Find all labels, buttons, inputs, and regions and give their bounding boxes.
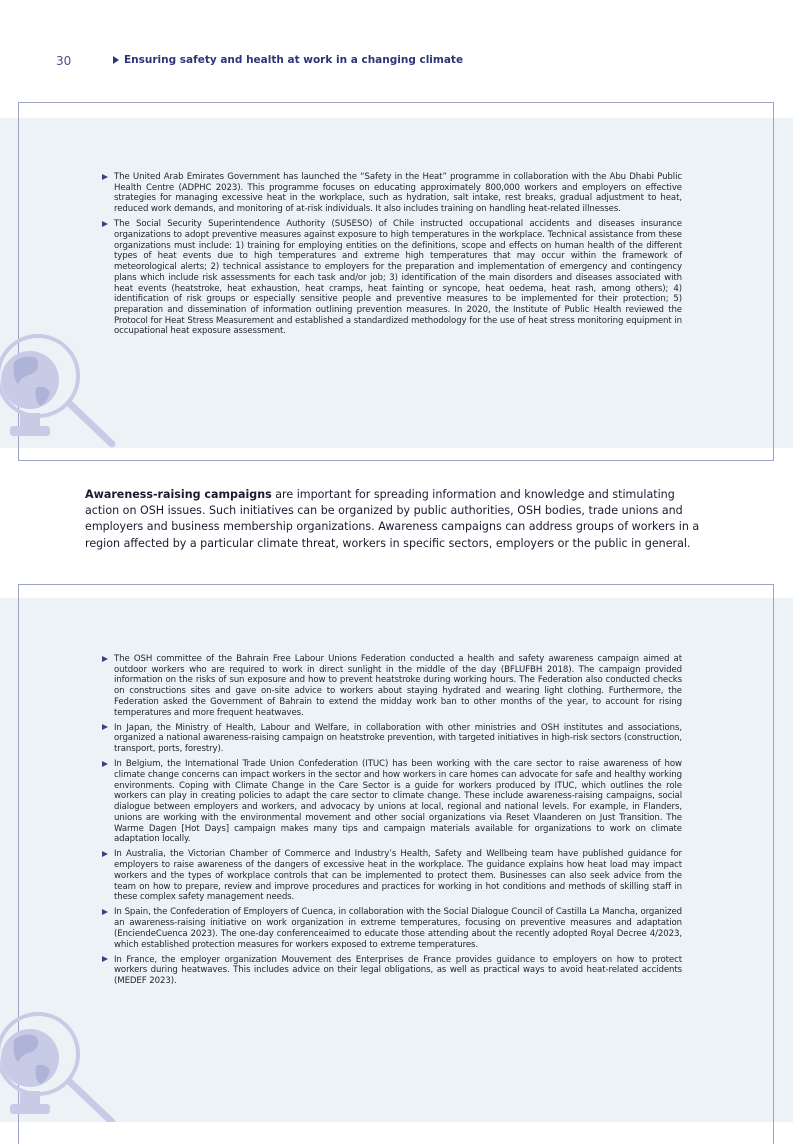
body-paragraph bbox=[85, 487, 709, 552]
triangle-bullet-icon bbox=[113, 56, 119, 64]
running-header bbox=[113, 54, 463, 66]
triangle-bullet-icon bbox=[102, 909, 108, 915]
paragraph-text: are important for spreading information and knowledge and stimulating action on OSH issues. Such initiatives can be organized by public authorities, OSH bodies, trade unions and employers and business membership organizations. Awareness campaigns can address groups of workers in a region affected by a particular climate threat, workers in specific sectors, employers or the public in general. bbox=[85, 488, 700, 550]
list-item: The United Arab Emirates Government has launched the “Safety in the Heat” programme in collaboration with the Abu Dhabi Public Health Centre (ADPHC 2023). This programme focuses on educating approximately 800,000 workers and employers on effective strategies for managing excessive heat in the workplace, such as hydration, salt intake, rest breaks, gradual adjustment to heat, reduced work demands, and monitoring of at-risk individuals. It also includes training on handling heat-related illnesses. bbox=[102, 172, 682, 215]
list-item: In Belgium, the International Trade Union Confederation (ITUC) has been working with the care sector to raise awareness of how climate change concerns can impact workers in the sector and how workers in care homes can advocate for safe and healthy working environments. Coping with Climate Change in the Care Sector is a guide for workers produced by ITUC, which outlines the role workers can play in creating policies to adapt the care sector to climate change. These include awareness-raising campaigns, social dialogue between employers and workers, and advocacy by unions at local, regional and national levels. For example, in Flanders, unions are working with the environmental movement and other social organizations via Reset Vlaanderen on Just Transition. The Warme Dagen [Hot Days] campaign makes many tips and campaign materials available for organizations to work on climate adaptation locally. bbox=[102, 759, 682, 845]
running-header-title: Ensuring safety and health at work in a changing climate bbox=[124, 54, 464, 66]
list-item: In Australia, the Victorian Chamber of Commerce and Industry’s Health, Safety and Wellbeing team have published guidance for employers to raise awareness of the dangers of excessive heat in the workplace. The guidance explains how heat load may impact workers and the types of workplace controls that can be implemented to protect them. Businesses can also seek advice from the team on how to prepare, review and improve procedures and practices for working in hot conditions and methods of skilling staff in these complex safety management needs. bbox=[102, 849, 682, 903]
list-item: In Japan, the Ministry of Health, Labour and Welfare, in collaboration with other ministries and OSH institutes and associations, organized a national awareness-raising campaign on heatstroke prevention, with targeted initiatives in high-risk sectors (construction, transport, ports, forestry). bbox=[102, 723, 682, 755]
triangle-bullet-icon bbox=[102, 221, 108, 227]
list-item: In Spain, the Confederation of Employers of Cuenca, in collaboration with the Social Dialogue Council of Castilla La Mancha, organized an awareness-raising initiative on work organization in extreme temperatures, focusing on preventive measures and adaptation (EnciendeCuenca 2023). The one-day conferenceaimed to educate those attending about the recently adopted Royal Decree 4/2023, which established protection measures for workers exposed to extreme temperatures. bbox=[102, 907, 682, 950]
triangle-bullet-icon bbox=[102, 761, 108, 767]
triangle-bullet-icon bbox=[102, 656, 108, 662]
list-item: In France, the employer organization Mouvement des Enterprises de France provides guidance to employers on how to protect workers during heatwaves. This includes advice on their legal obligations, as well as practical ways to avoid heat-related accidents (MEDEF 2023). bbox=[102, 955, 682, 987]
list-item: The OSH committee of the Bahrain Free Labour Unions Federation conducted a health and safety awareness campaign aimed at outdoor workers who are required to work in direct sunlight in the middle of the day (BFLUFBH 2018). The campaign provided information on the risks of sun exposure and how to prevent heatstroke during working hours. The Federation also conducted checks on constructions sites and gave on-site advice to workers about staying hydrated and wearing light clothing. Furthermore, the Federation asked the Government of Bahrain to extend the midday work ban to other months of the year, to account for rising temperatures and more frequent heatwaves. bbox=[102, 654, 682, 718]
list-item: The Social Security Superintendence Authority (SUSESO) of Chile instructed occupational accidents and diseases insurance organizations to adopt preventive measures against exposure to high temperatures in the workplace. Technical assistance from these organizations must include: 1) training for employing entities on the definitions, scope and effects on human health of the different types of heat events due to high temperatures and extreme high temperatures that may occur within the framework of meteorological alerts; 2) technical assistance to employers for the preparation and implementation of emergency and contingency plans which include risk assessments for each task and/or job; 3) identification of the main disorders and diseases associated with heat events (heatstroke, heat exhaustion, heat cramps, heat fainting or syncope, heat oedema, heat rash, among others); 4) identification of risk groups or especially sensitive people and preventive measures to be implemented for their protection; 5) preparation and dissemination of information outlining prevention measures. In 2020, the Institute of Public Health reviewed the Protocol for Heat Stress Measurement and established a standardized methodology for the use of heat stress monitoring equipment in occupational heat exposure assessment. bbox=[102, 219, 682, 337]
triangle-bullet-icon bbox=[102, 724, 108, 730]
page-number: 30 bbox=[56, 54, 72, 68]
triangle-bullet-icon bbox=[102, 851, 108, 857]
triangle-bullet-icon bbox=[102, 174, 108, 180]
case-study-box-1-list bbox=[102, 172, 682, 342]
case-study-box-2-list bbox=[102, 654, 682, 991]
paragraph-lead: Awareness-raising campaigns bbox=[85, 488, 272, 501]
globe-magnifier-icon bbox=[0, 996, 125, 1122]
triangle-bullet-icon bbox=[102, 956, 108, 962]
